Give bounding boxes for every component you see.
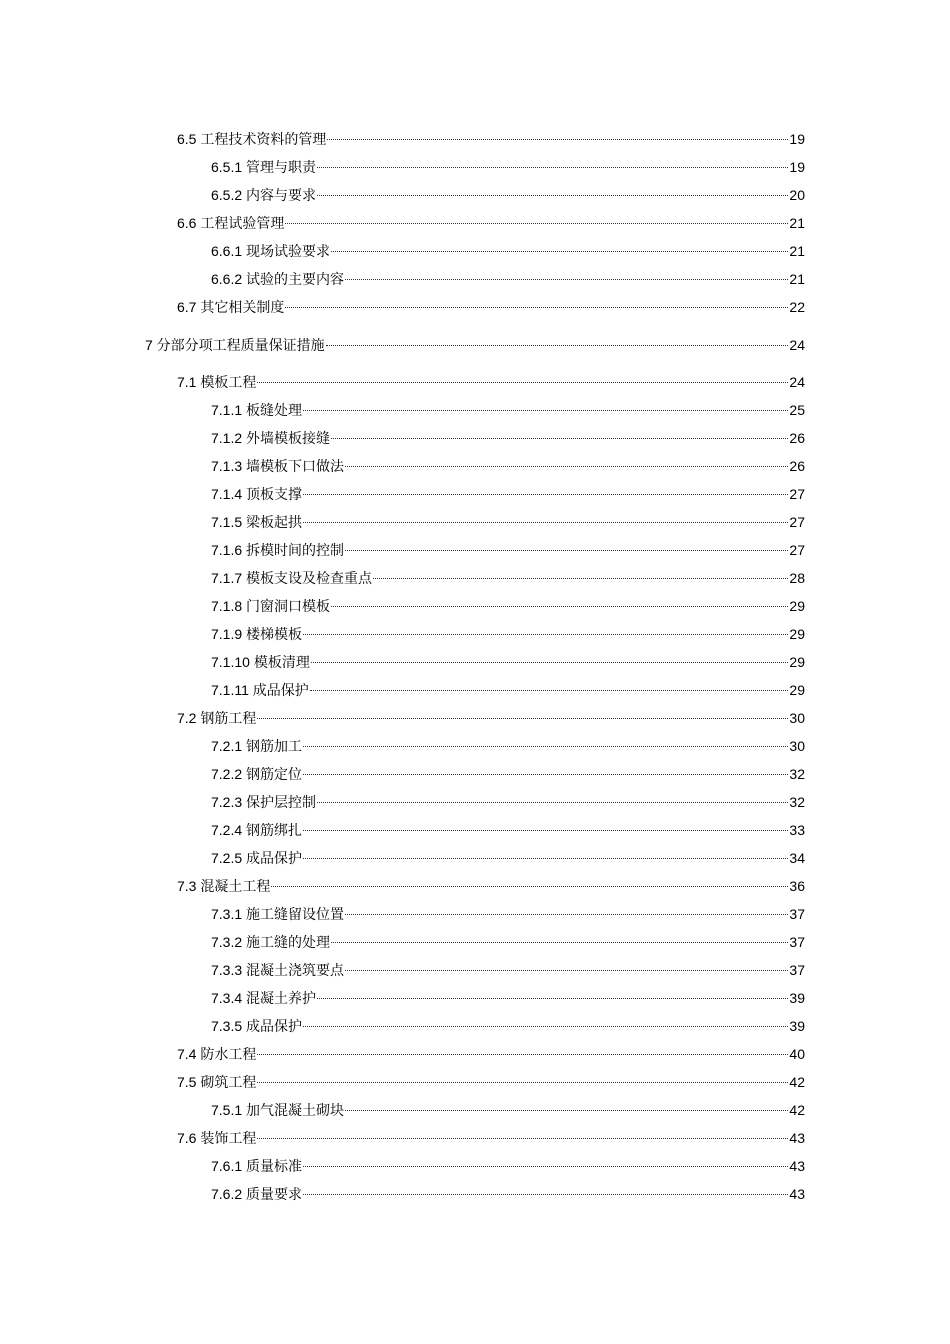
toc-dot-leader [303, 858, 788, 859]
toc-entry-title: 7.1.10 模板清理 [211, 654, 310, 670]
toc-dot-leader [285, 307, 788, 308]
toc-page-number: 26 [789, 430, 805, 446]
toc-entry[interactable] [211, 1153, 805, 1175]
toc-page-number: 32 [789, 794, 805, 810]
toc-dot-leader [310, 690, 789, 691]
toc-dot-leader [317, 167, 788, 168]
toc-page-number: 30 [789, 738, 805, 754]
toc-page-number: 26 [789, 458, 805, 474]
toc-dot-leader [317, 802, 788, 803]
toc-dot-leader [303, 634, 788, 635]
toc-entry[interactable] [211, 182, 805, 204]
toc-entry[interactable] [211, 238, 805, 260]
toc-entry[interactable] [145, 332, 805, 354]
toc-dot-leader [271, 886, 788, 887]
toc-page-number: 20 [789, 187, 805, 203]
toc-entry-title: 7.1.7 模板支设及检查重点 [211, 570, 373, 586]
toc-entry[interactable] [211, 266, 805, 288]
toc-entry-title: 7.4 防水工程 [177, 1046, 257, 1062]
toc-entry[interactable] [211, 509, 805, 531]
toc-entry-title: 7.1 模板工程 [177, 374, 257, 390]
toc-entry[interactable] [177, 1069, 805, 1091]
toc-entry-title: 7.3.5 成品保护 [211, 1018, 303, 1034]
toc-dot-leader [331, 606, 788, 607]
toc-page-number: 29 [789, 598, 805, 614]
toc-entry[interactable] [211, 397, 805, 419]
toc-page-number: 19 [789, 131, 805, 147]
toc-entry-title: 7.2.5 成品保护 [211, 850, 303, 866]
toc-dot-leader [311, 662, 789, 663]
toc-dot-leader [257, 1082, 788, 1083]
toc-entry-title: 6.6.2 试验的主要内容 [211, 271, 345, 287]
toc-entry[interactable] [211, 929, 805, 951]
toc-entry-title: 7.1.2 外墙模板接缝 [211, 430, 331, 446]
toc-entry[interactable] [211, 733, 805, 755]
toc-entry-title: 7.1.5 梁板起拱 [211, 514, 303, 530]
toc-dot-leader [303, 746, 788, 747]
toc-page-number: 21 [789, 243, 805, 259]
toc-entry[interactable] [177, 369, 805, 391]
toc-page-number: 34 [789, 850, 805, 866]
toc-entry-title: 7.2.1 钢筋加工 [211, 738, 303, 754]
toc-page-number: 40 [789, 1046, 805, 1062]
toc-entry[interactable] [211, 845, 805, 867]
toc-entry-title: 7.1.3 墙模板下口做法 [211, 458, 345, 474]
toc-entry[interactable] [211, 901, 805, 923]
toc-page-number: 42 [789, 1074, 805, 1090]
toc-entry-title: 7.6.2 质量要求 [211, 1186, 303, 1202]
toc-entry[interactable] [211, 537, 805, 559]
toc-entry-title: 6.6.1 现场试验要求 [211, 243, 331, 259]
toc-entry[interactable] [177, 210, 805, 232]
toc-dot-leader [331, 438, 788, 439]
toc-dot-leader [303, 830, 788, 831]
toc-dot-leader [303, 774, 788, 775]
toc-dot-leader [331, 251, 788, 252]
toc-page-number: 43 [789, 1186, 805, 1202]
toc-dot-leader [345, 550, 788, 551]
toc-entry-title: 7.2.2 钢筋定位 [211, 766, 303, 782]
toc-entry-title: 7.6 装饰工程 [177, 1130, 257, 1146]
toc-page-number: 28 [789, 570, 805, 586]
toc-page-number: 33 [789, 822, 805, 838]
toc-dot-leader [303, 522, 788, 523]
toc-page-number: 43 [789, 1130, 805, 1146]
toc-entry[interactable] [177, 1041, 805, 1063]
toc-entry-title: 6.5 工程技术资料的管理 [177, 131, 327, 147]
toc-entry[interactable] [211, 481, 805, 503]
toc-page-number: 24 [789, 337, 805, 353]
toc-entry[interactable] [177, 873, 805, 895]
toc-entry-title: 7.1.6 拆模时间的控制 [211, 542, 345, 558]
toc-dot-leader [345, 1110, 788, 1111]
toc-page-number: 21 [789, 215, 805, 231]
toc-dot-leader [303, 410, 788, 411]
toc-entry[interactable] [211, 985, 805, 1007]
toc-dot-leader [345, 970, 788, 971]
toc-entry-title: 7.3.2 施工缝的处理 [211, 934, 331, 950]
toc-entry[interactable] [177, 1125, 805, 1147]
toc-entry-title: 7.1.11 成品保护 [211, 682, 309, 698]
toc-entry-title: 7.2.4 钢筋绑扎 [211, 822, 303, 838]
toc-entry-title: 7.1.8 门窗洞口模板 [211, 598, 331, 614]
toc-dot-leader [257, 382, 788, 383]
toc-page-number: 32 [789, 766, 805, 782]
toc-dot-leader [303, 1194, 788, 1195]
toc-page-number: 39 [789, 1018, 805, 1034]
toc-page-number: 42 [789, 1102, 805, 1118]
toc-entry[interactable] [177, 294, 805, 316]
toc-dot-leader [303, 1166, 788, 1167]
toc-entry-title: 6.7 其它相关制度 [177, 299, 285, 315]
toc-entry[interactable] [177, 705, 805, 727]
toc-dot-leader [345, 279, 788, 280]
toc-page-number: 30 [789, 710, 805, 726]
toc-page-number: 27 [789, 486, 805, 502]
toc-page-number: 43 [789, 1158, 805, 1174]
toc-dot-leader [303, 1026, 788, 1027]
toc-dot-leader [317, 195, 788, 196]
toc-entry-title: 7 分部分项工程质量保证措施 [145, 337, 325, 353]
toc-entry[interactable] [211, 593, 805, 615]
toc-page-number: 39 [789, 990, 805, 1006]
toc-entry-title: 7.3.1 施工缝留设位置 [211, 906, 345, 922]
toc-entry-title: 7.1.1 板缝处理 [211, 402, 303, 418]
toc-entry-title: 6.6 工程试验管理 [177, 215, 285, 231]
toc-entry[interactable] [211, 649, 805, 671]
toc-entry-title: 7.2.3 保护层控制 [211, 794, 317, 810]
toc-entry[interactable] [211, 453, 805, 475]
toc-entry-title: 7.2 钢筋工程 [177, 710, 257, 726]
toc-entry-title: 7.1.4 顶板支撑 [211, 486, 303, 502]
toc-dot-leader [331, 942, 788, 943]
toc-dot-leader [373, 578, 788, 579]
toc-entry[interactable] [211, 761, 805, 783]
toc-entry[interactable] [211, 677, 805, 699]
toc-dot-leader [327, 139, 788, 140]
toc-dot-leader [257, 1138, 788, 1139]
toc-page-number: 24 [789, 374, 805, 390]
toc-dot-leader [303, 494, 788, 495]
toc-entry-title: 7.3.3 混凝土浇筑要点 [211, 962, 345, 978]
toc-entry-title: 6.5.1 管理与职责 [211, 159, 317, 175]
toc-page-number: 37 [789, 934, 805, 950]
toc-page-number: 29 [789, 654, 805, 670]
toc-entry-title: 7.3 混凝土工程 [177, 878, 271, 894]
toc-entry-title: 7.5 砌筑工程 [177, 1074, 257, 1090]
toc-dot-leader [345, 914, 788, 915]
toc-entry[interactable] [211, 789, 805, 811]
toc-entry-title: 7.5.1 加气混凝土砌块 [211, 1102, 345, 1118]
toc-entry[interactable] [211, 565, 805, 587]
toc-entry[interactable] [211, 425, 805, 447]
toc-page-number: 21 [789, 271, 805, 287]
toc-entry[interactable] [177, 126, 805, 148]
toc-entry[interactable] [211, 1013, 805, 1035]
toc-page-number: 36 [789, 878, 805, 894]
toc-dot-leader [257, 718, 788, 719]
toc-entry-title: 7.6.1 质量标准 [211, 1158, 303, 1174]
toc-page-number: 27 [789, 542, 805, 558]
toc-entry-title: 6.5.2 内容与要求 [211, 187, 317, 203]
toc-page-number: 37 [789, 962, 805, 978]
toc-entry[interactable] [211, 154, 805, 176]
toc-entry-title: 7.3.4 混凝土养护 [211, 990, 317, 1006]
toc-dot-leader [345, 466, 788, 467]
toc-entry[interactable] [211, 621, 805, 643]
toc-page-number: 29 [789, 682, 805, 698]
toc-entry[interactable] [211, 1097, 805, 1119]
toc-dot-leader [326, 345, 789, 346]
toc-page-number: 25 [789, 402, 805, 418]
toc-entry-title: 7.1.9 楼梯模板 [211, 626, 303, 642]
toc-entry[interactable] [211, 1181, 805, 1203]
toc-page-number: 27 [789, 514, 805, 530]
toc-entry[interactable] [211, 817, 805, 839]
toc-dot-leader [317, 998, 788, 999]
toc-page-number: 29 [789, 626, 805, 642]
toc-entry[interactable] [211, 957, 805, 979]
toc-page-number: 19 [789, 159, 805, 175]
toc-dot-leader [257, 1054, 788, 1055]
toc-page-number: 37 [789, 906, 805, 922]
toc-page-number: 22 [789, 299, 805, 315]
toc-dot-leader [285, 223, 788, 224]
